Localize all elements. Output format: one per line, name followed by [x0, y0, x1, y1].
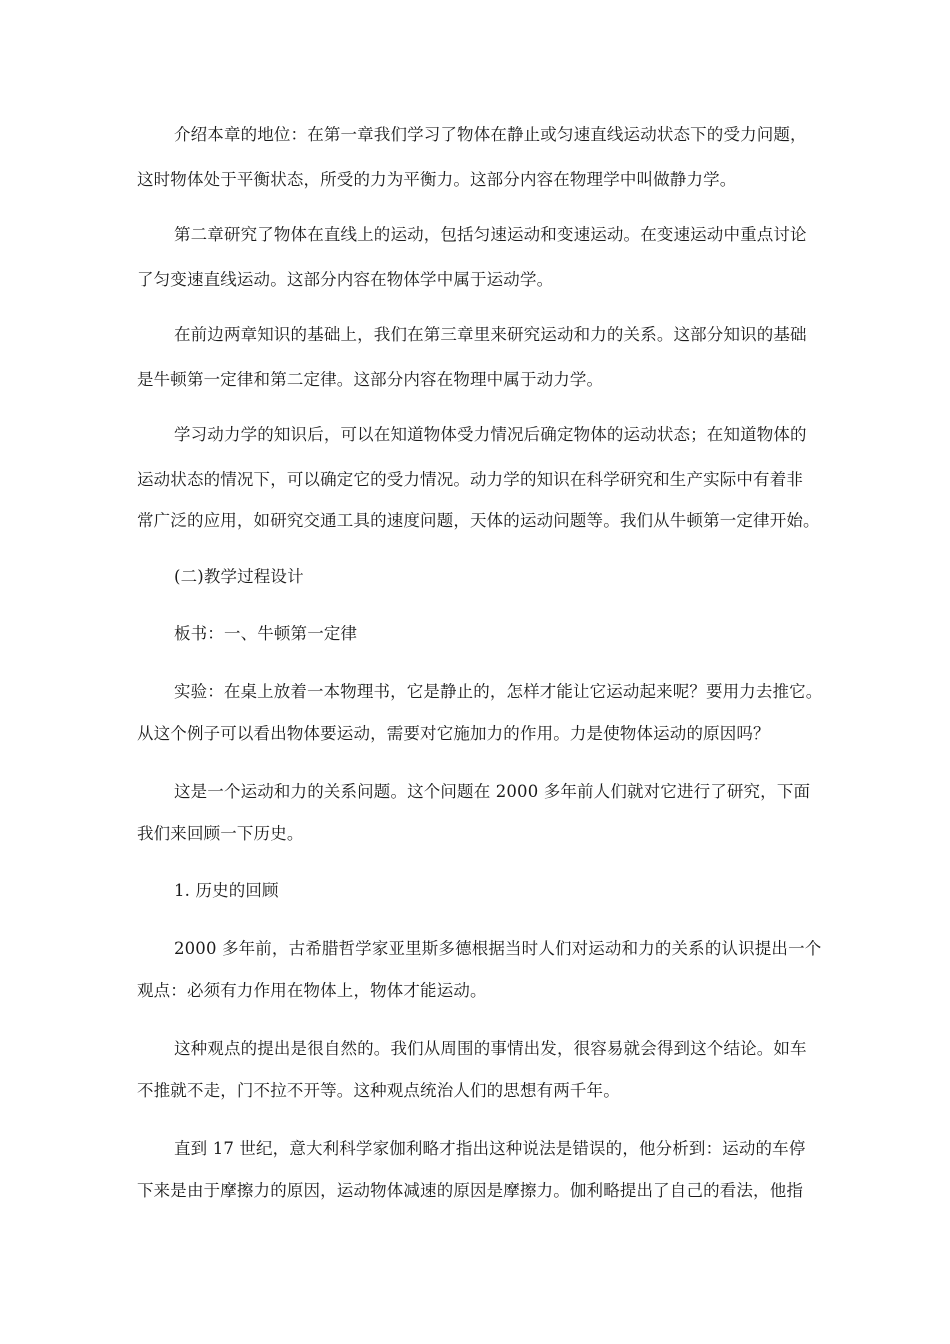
text-line: 运动状态的情况下，可以确定它的受力情况。动力学的知识在科学研究和生产实际中有着非	[137, 470, 803, 489]
text-line: 不推就不走，门不拉不开等。这种观点统治人们的思想有两千年。	[137, 1081, 620, 1100]
heading-text: 1. 历史的回顾	[174, 881, 279, 900]
text-line: 是牛顿第一定律和第二定律。这部分内容在物理中属于动力学。	[137, 370, 604, 389]
text-line: 在前边两章知识的基础上，我们在第三章里来研究运动和力的关系。这部分知识的基础	[174, 325, 807, 344]
text-line: 从这个例子可以看出物体要运动，需要对它施加力的作用。力是使物体运动的原因吗？	[137, 724, 770, 743]
heading-text: (二)教学过程设计	[174, 567, 304, 586]
text-line: 这种观点的提出是很自然的。我们从周围的事情出发，很容易就会得到这个结论。如车	[174, 1039, 807, 1058]
text-line: 下来是由于摩擦力的原因，运动物体减速的原因是摩擦力。伽利略提出了自己的看法，他指	[137, 1181, 803, 1200]
text-line: 第二章研究了物体在直线上的运动，包括匀速运动和变速运动。在变速运动中重点讨论	[174, 225, 807, 244]
text-line: 观点：必须有力作用在物体上，物体才能运动。	[137, 981, 487, 1000]
text-line: 直到 17 世纪，意大利科学家伽利略才指出这种说法是错误的，他分析到：运动的车停	[174, 1139, 806, 1158]
text-line: 介绍本章的地位：在第一章我们学习了物体在静止或匀速直线运动状态下的受力问题，	[174, 125, 807, 144]
text-line: 实验：在桌上放着一本物理书，它是静止的，怎样才能让它运动起来呢？要用力去推它。	[174, 682, 823, 701]
text-line: 我们来回顾一下历史。	[137, 824, 304, 843]
text-line: 这是一个运动和力的关系问题。这个问题在 2000 多年前人们就对它进行了研究，下面	[174, 782, 811, 801]
text-line: 这时物体处于平衡状态，所受的力为平衡力。这部分内容在物理学中叫做静力学。	[137, 170, 737, 189]
text-line: 了匀变速直线运动。这部分内容在物体学中属于运动学。	[137, 270, 554, 289]
text-line: 学习动力学的知识后，可以在知道物体受力情况后确定物体的运动状态；在知道物体的	[174, 425, 807, 444]
heading-text: 板书：一、牛顿第一定律	[174, 624, 358, 643]
text-line: 常广泛的应用，如研究交通工具的速度问题，天体的运动问题等。我们从牛顿第一定律开始。	[137, 511, 820, 530]
text-line: 2000 多年前，古希腊哲学家亚里斯多德根据当时人们对运动和力的关系的认识提出一个	[174, 939, 822, 958]
